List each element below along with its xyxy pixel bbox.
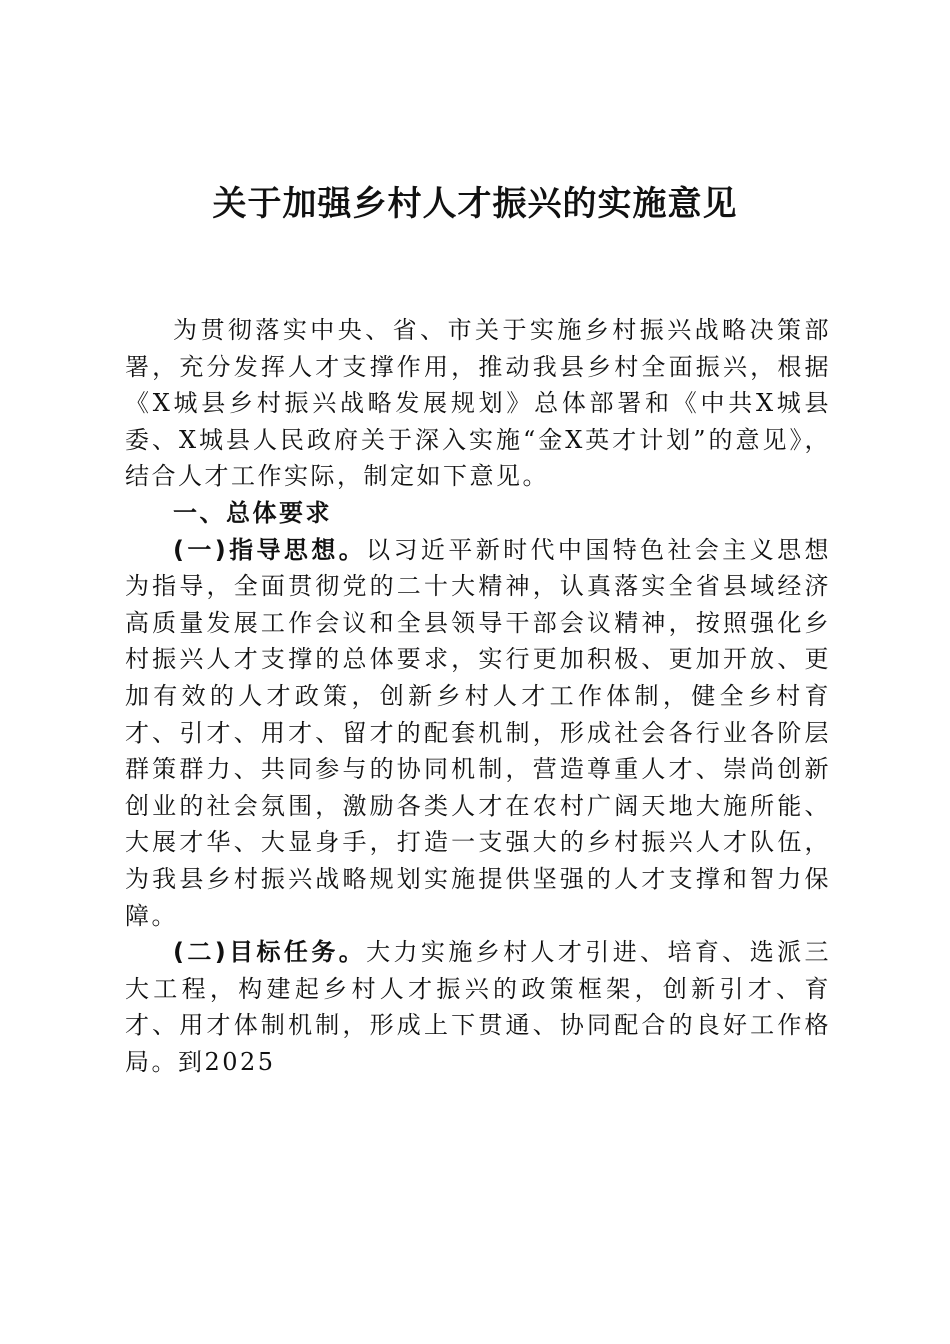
text-goals-tasks: 大力实施乡村人才引进、培育、选派三大工程，构建起乡村人才振兴的政策框架，创新引才、育才、用才体制机制，形成上下贯通、协同配合的良好工作格局。到2025 xyxy=(125,938,831,1076)
text-guiding-ideology: 以习近平新时代中国特色社会主义思想为指导，全面贯彻党的二十大精神，认真落实全省县域经济高质量发展工作会议和全县领导干部会议精神，按照强化乡村振兴人才支撑的总体要求，实行更加积极、更加开放、更加有效的人才政策，创新乡村人才工作体制，健全乡村育才、引才、用才、留才的配套机制，形成社会各行业各阶层群策群力、共同参与的协同机制，营造尊重人才、崇尚创新创业的社会氛围，激励各类人才在农村广阔天地大施所能、大展才华、大显身手，打造一支强大的乡村振兴人才队伍，为我县乡村振兴战略规划实施提供坚强的人才支撑和智力保障。 xyxy=(125,535,831,930)
intro-paragraph: 为贯彻落实中央、省、市关于实施乡村振兴战略决策部署，充分发挥人才支撑作用，推动我县乡村全面振兴，根据《X城县乡村振兴战略发展规划》总体部署和《中共X城县委、X城县人民政府关于深入实施“金X英才计划”的意见》，结合人才工作实际，制定如下意见。 xyxy=(125,316,831,491)
lead-guiding-ideology: (一)指导思想。 xyxy=(173,535,367,564)
section-heading-overall-requirements: 一、总体要求 xyxy=(173,497,332,527)
paragraph-guiding-ideology xyxy=(125,532,831,935)
paragraph-goals-tasks xyxy=(125,934,831,1080)
document-body xyxy=(125,312,831,1080)
document-title: 关于加强乡村人才振兴的实施意见 xyxy=(212,184,738,224)
lead-goals-tasks: (二)目标任务。 xyxy=(173,938,367,967)
